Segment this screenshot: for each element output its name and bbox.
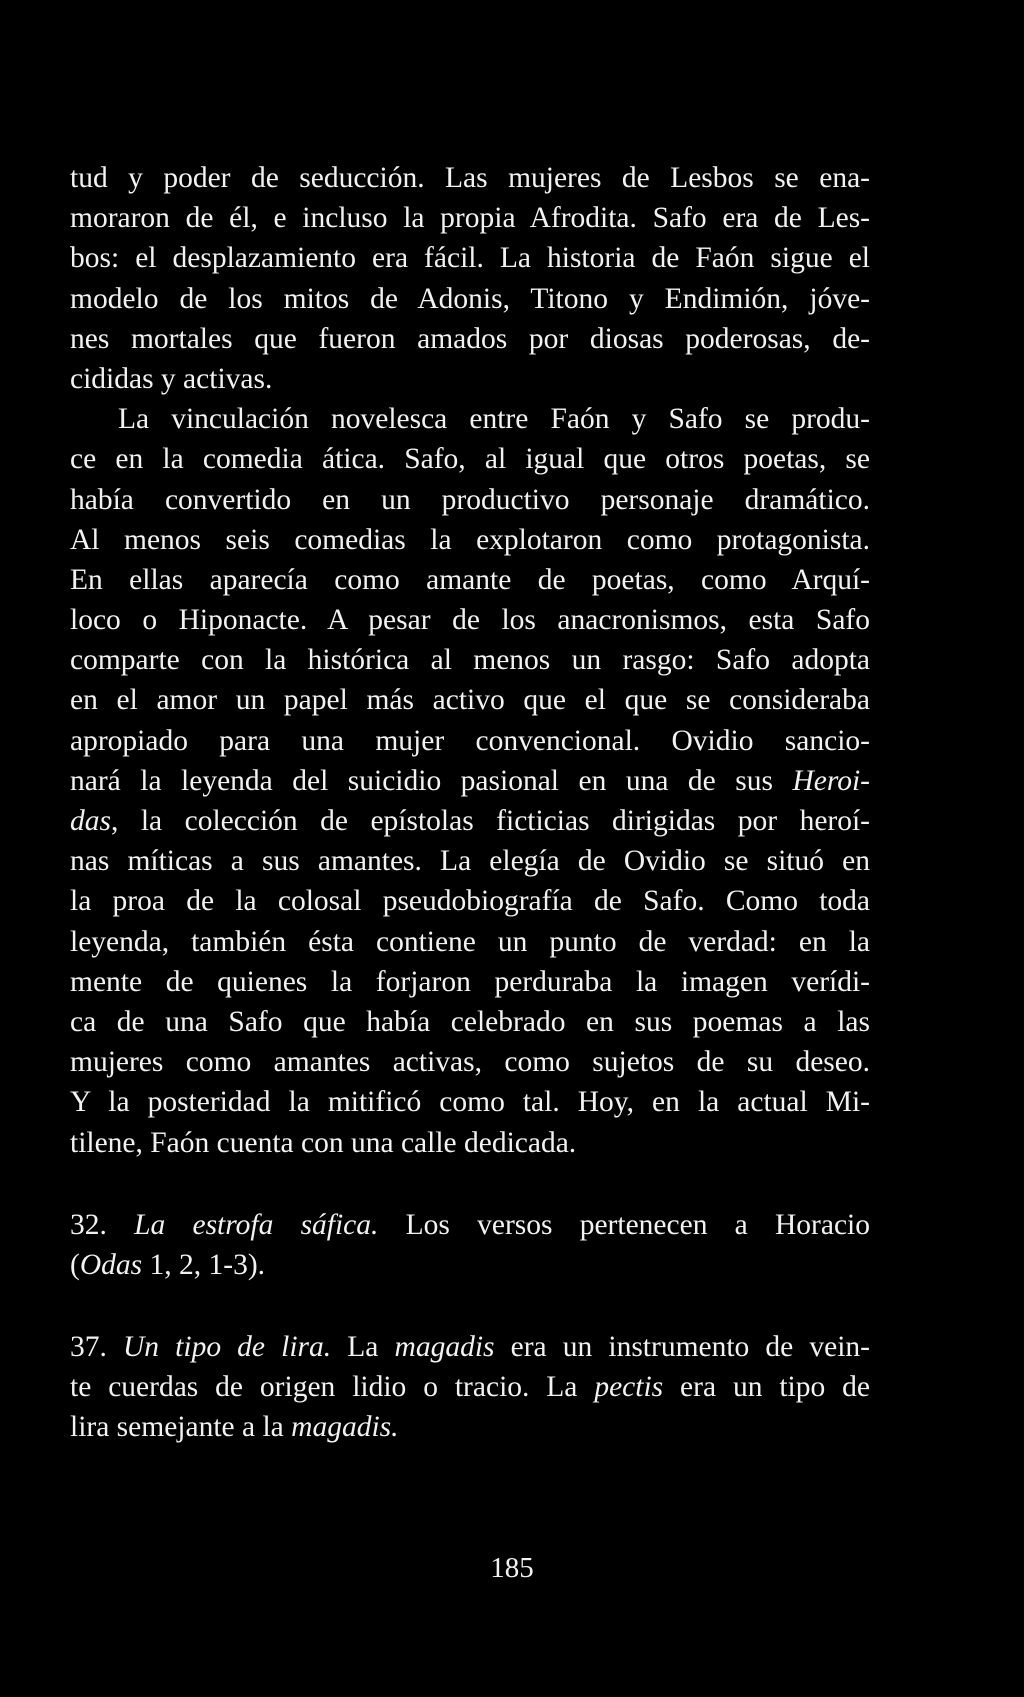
page-body: [70, 158, 870, 1448]
text-line: ce en la comedia ática. Safo, al igual que otros poetas, se: [70, 443, 870, 476]
note-title: La estrofa sáfica.: [134, 1208, 379, 1241]
text-line: tilene, Faón cuenta con una calle dedicada.: [70, 1126, 577, 1159]
text-line: bos: el desplazamiento era fácil. La historia de Faón sigue el: [70, 242, 870, 275]
text-line: modelo de los mitos de Adonis, Titono y Endimión, jóve-: [70, 282, 870, 315]
text-line: [70, 761, 870, 801]
text-line: leyenda, también ésta contiene un punto de verdad: en la: [70, 925, 870, 958]
spacer: [70, 1285, 870, 1327]
text-span: nará la leyenda del suicidio pasional en una de sus: [70, 764, 793, 797]
text-line: apropiado para una mujer convencional. Ovidio sancio-: [70, 724, 870, 757]
text-line: moraron de él, e incluso la propia Afrodita. Safo era de Les-: [70, 202, 870, 235]
text-line: mente de quienes la forjaron perduraba la imagen verídi-: [70, 965, 870, 998]
text-line: [70, 1407, 870, 1447]
text-line: [70, 1205, 870, 1245]
text-span: , la colección de epístolas ficticias dirigidas por heroí-: [110, 805, 870, 837]
text-line: cididas y activas.: [70, 362, 273, 395]
paragraph-2: [70, 399, 870, 1163]
text-line: loco o Hiponacte. A pesar de los anacronismos, esta Safo: [70, 604, 870, 637]
text-line: [70, 1245, 870, 1285]
work-title-heroidas: Heroi-: [792, 764, 870, 797]
note-text: te cuerdas de origen lidio o tracio. La: [70, 1371, 595, 1404]
paren-open: (: [70, 1248, 80, 1281]
term-magadis: magadis: [394, 1331, 495, 1364]
text-line: [70, 1367, 870, 1407]
text-line: había convertido en un productivo personaje dramático.: [70, 483, 870, 516]
text-line: nas míticas a sus amantes. La elegía de Ovidio se situó en: [70, 845, 870, 878]
text-line: ca de una Safo que había celebrado en sus poemas a las: [70, 1005, 870, 1038]
text-line: [70, 1327, 870, 1367]
note-title: Un tipo de lira.: [123, 1331, 332, 1364]
text-line: nes mortales que fueron amados por diosas poderosas, de-: [70, 322, 870, 355]
note-text: Los versos pertenecen a Horacio: [405, 1208, 871, 1241]
term-pectis: pectis: [594, 1371, 664, 1404]
text-line: Al menos seis comedias la explotaron como protagonista.: [70, 523, 870, 556]
note-text: era un tipo de: [663, 1371, 870, 1404]
work-title-odas: Odas: [79, 1248, 143, 1281]
note-number: 32.: [70, 1208, 107, 1241]
note-text: 1, 2, 1-3).: [142, 1248, 266, 1281]
text-line: comparte con la histórica al menos un rasgo: Safo adopta: [70, 644, 870, 677]
text-line: tud y poder de seducción. Las mujeres de Lesbos se ena-: [70, 162, 870, 194]
text-line: En ellas aparecía como amante de poetas, como Arquí-: [70, 563, 870, 596]
note-37: [70, 1327, 870, 1448]
spacer: [70, 1163, 870, 1205]
note-text: lira semejante a la: [70, 1411, 292, 1444]
text-line: la proa de la colosal pseudobiografía de Safo. Como toda: [70, 885, 870, 918]
term-magadis: magadis.: [291, 1411, 399, 1444]
text-line: en el amor un papel más activo que el que se consideraba: [70, 684, 870, 717]
page-number: 185: [490, 1552, 534, 1584]
paragraph-1: [70, 158, 870, 399]
note-text: era un instrumento de vein-: [494, 1331, 870, 1364]
text-line: mujeres como amantes activas, como sujetos de su deseo.: [70, 1046, 870, 1079]
note-text: La: [347, 1331, 395, 1364]
work-title-heroidas-end: das: [70, 805, 111, 837]
text-line: La vinculación novelesca entre Faón y Safo se produ-: [118, 403, 870, 436]
note-32: [70, 1205, 870, 1285]
note-number: 37.: [70, 1331, 107, 1364]
text-line: [70, 801, 870, 841]
text-line: Y la posteridad la mitificó como tal. Hoy, en la actual Mi-: [70, 1086, 870, 1119]
